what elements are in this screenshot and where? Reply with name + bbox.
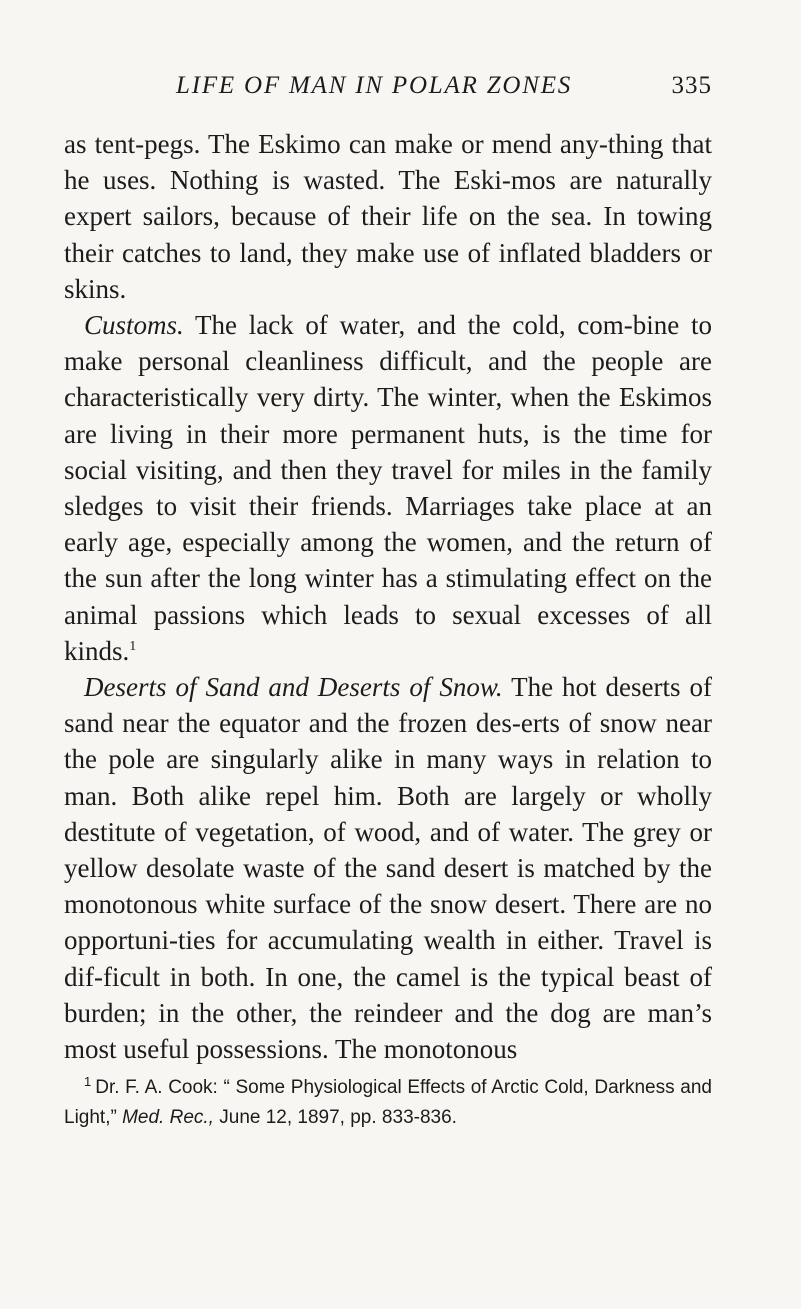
page-number: 335	[671, 72, 712, 99]
section-lead: Deserts of Sand and Deserts of Snow.	[84, 672, 503, 703]
paragraph-text: The hot deserts of sand near the equator and the frozen des-erts of snow near the pole are singularly alike in many ways in relation to man. Both alike repel him. Both are largely or wholly destitute of vegetation, of wood, and of water. The grey or yellow desolate waste of the sand desert is matched by the monotonous white surface of the snow desert. There are no opportuni-ties for accumulating wealth in either. Travel is dif-ficult in both. In one, the camel is the typical beast of burden; in the other, the reindeer and the dog are man’s most useful possessions. The monotonous	[64, 672, 712, 1065]
footnote-text: Dr. F. A. Cook: “ Some Physiological Effects of Arctic Cold, Darkness and Light,”	[64, 1077, 712, 1129]
running-title: LIFE OF MAN IN POLAR ZONES	[176, 72, 573, 99]
body-text	[64, 126, 712, 1067]
paragraph	[64, 669, 712, 1067]
section-lead: Customs.	[84, 310, 184, 341]
running-header	[64, 72, 712, 116]
paragraph	[64, 307, 712, 669]
paragraph-text: The lack of water, and the cold, com-bine to make personal cleanliness difficult, and the people are characteristically very dirty. The winter, when the Eskimos are living in their more permanent huts, is the time for social visiting, and then they travel for miles in the family sledges to visit their friends. Marriages take place at an early age, especially among the women, and the return of the sun after the long winter has a stimulating effect on the animal passions which leads to sexual excesses of all kinds.	[64, 310, 712, 666]
paragraph-text: as tent-pegs. The Eskimo can make or mend any-thing that he uses. Nothing is wasted. The Eski-mos are naturally expert sailors, because of their life on the sea. In towing their catches to land, they make use of inflated bladders or skins.	[64, 129, 712, 304]
footnote	[64, 1073, 712, 1133]
footnote-journal: Med. Rec.,	[122, 1107, 214, 1129]
footnote-reference: 1	[129, 638, 137, 654]
paragraph	[64, 126, 712, 307]
footnote-citation: June 12, 1897, pp. 833-836.	[213, 1107, 457, 1129]
book-page	[64, 72, 712, 1133]
footnote-marker: 1	[84, 1073, 92, 1089]
